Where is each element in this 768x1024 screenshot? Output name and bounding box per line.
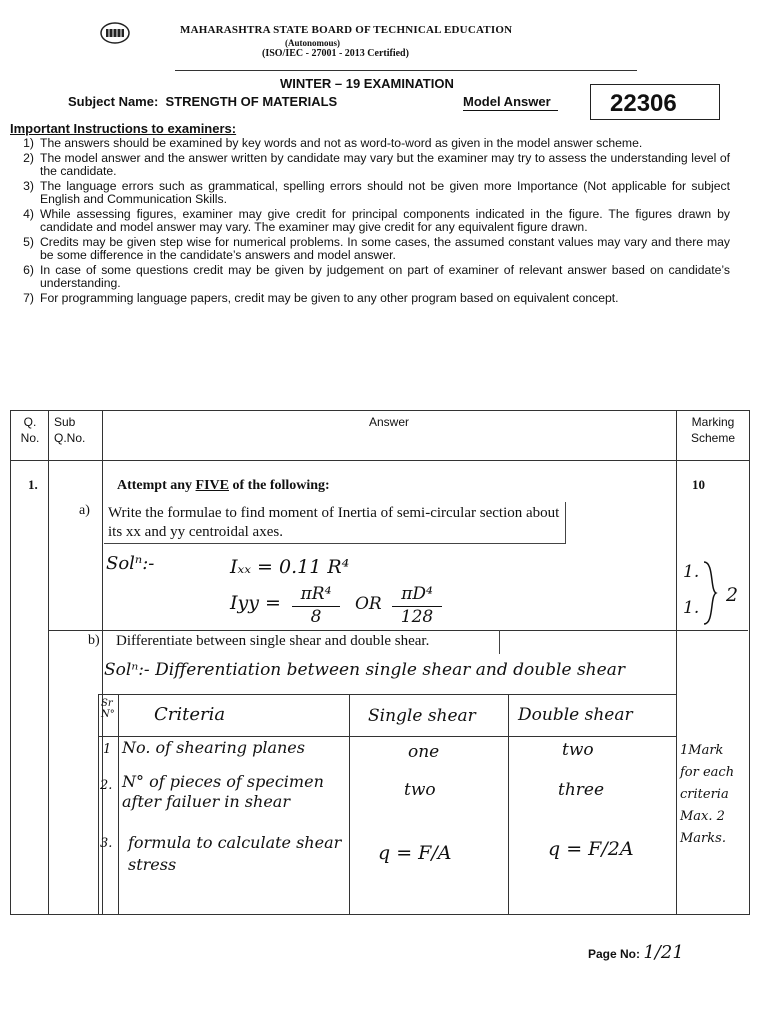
subject-line — [68, 94, 337, 109]
row-single: one — [408, 742, 440, 762]
instruction-text: The model answer and the answer written by candidate may vary but the examiner may try to assess the understanding level of the candidate. — [40, 151, 730, 178]
header-divider — [175, 70, 637, 71]
formula-ixx: Iₓₓ = 0.11 R⁴ — [230, 556, 350, 578]
table-col-divider — [48, 410, 49, 915]
solution-b-heading: Solⁿ:- Differentiation between single shear and double shear — [104, 660, 625, 680]
formula-or: OR — [355, 594, 382, 614]
inner-table-col-divider — [118, 694, 119, 914]
instruction-number: 2) — [23, 151, 34, 165]
row-sr: 3. — [100, 836, 113, 851]
question-b-text: Differentiate between single shear and double shear. — [116, 633, 430, 649]
mark-step-1: 1. — [683, 562, 700, 582]
row-double: three — [558, 780, 605, 800]
instruction-number: 1) — [23, 136, 34, 150]
header-answer: Answer — [368, 415, 409, 429]
row-single: two — [404, 780, 436, 800]
instruction-number: 6) — [23, 263, 34, 277]
inner-table-col-divider — [508, 694, 509, 914]
instruction-number: 3) — [23, 179, 34, 193]
iso-label: (ISO/IEC - 27001 - 2013 Certified) — [262, 48, 409, 59]
attempt-text: of the following: — [229, 478, 330, 493]
inner-header-sr: Sr N° — [101, 698, 115, 720]
subject-label: Subject Name: — [68, 94, 159, 109]
page-value: 1/21 — [643, 942, 684, 963]
table-col-divider — [749, 410, 750, 915]
sub-question-label: a) — [79, 503, 90, 518]
instruction-text: In case of some questions credit may be given by judgement on part of examiner of relevant answer based on candidate’s understanding. — [40, 263, 730, 290]
row-double: q = F/2A — [548, 838, 634, 860]
question-a-text: Write the formulae to find moment of Inertia of semi-circular section about its xx and yy centroidal axes. — [108, 505, 560, 540]
instruction-number: 5) — [23, 235, 34, 249]
page-label: Page No: — [588, 947, 641, 961]
exam-title: WINTER – 19 EXAMINATION — [280, 76, 454, 91]
row-double: two — [562, 740, 594, 760]
instruction-number: 4) — [23, 207, 34, 221]
model-answer-label: Model Answer — [463, 94, 551, 109]
table-header-divider — [10, 460, 750, 461]
inner-header-criteria: Criteria — [154, 704, 226, 725]
row-criteria: No. of shearing planes — [122, 738, 305, 757]
row-single: q = F/A — [378, 842, 452, 864]
instruction-item — [10, 152, 730, 178]
row-criteria: N° of pieces of specimen after failuer in shear — [122, 772, 324, 811]
formula-iyy-denominator: 8 — [310, 607, 322, 627]
subject-code: 22306 — [610, 90, 677, 117]
brace-icon — [700, 560, 720, 626]
model-answer-underline — [463, 110, 558, 111]
formula-iyy-numerator-alt: πD⁴ — [401, 584, 433, 604]
msbte-logo-icon — [100, 22, 130, 44]
header-q-no-line: No. — [20, 431, 40, 445]
inner-table-row-divider — [98, 736, 676, 737]
formula-iyy-denominator-alt: 128 — [400, 607, 434, 627]
header-marking-line: Marking — [691, 415, 735, 429]
instruction-item — [10, 292, 730, 305]
subject-name: STRENGTH OF MATERIALS — [165, 94, 338, 109]
row-criteria: formula to calculate shear stress — [128, 833, 342, 874]
header-marking-line: Scheme — [690, 431, 736, 445]
header-marking-scheme — [677, 414, 749, 446]
header-q-no-line: Q. — [23, 415, 37, 429]
sub-question-label: b) — [88, 633, 100, 648]
row-sr: 1 — [103, 742, 112, 757]
mark-total: 2 — [726, 584, 739, 606]
inner-header-single: Single shear — [368, 706, 476, 726]
inner-table-col-divider — [98, 694, 99, 914]
page-number — [588, 942, 684, 963]
instruction-item — [10, 137, 730, 150]
formula-iyy-lhs: Iyy = — [230, 592, 281, 614]
header-q-no — [12, 414, 48, 446]
table-bottom-border — [10, 914, 750, 915]
autonomous-label: (Autonomous) — [285, 38, 341, 48]
table-col-divider — [676, 410, 677, 915]
header-sub-line: Q.No. — [54, 431, 86, 445]
inner-table-top — [98, 694, 676, 695]
attempt-text: Attempt any — [117, 478, 196, 493]
formula-iyy-numerator: πR⁴ — [300, 584, 332, 604]
instructions-title: Important Instructions to examiners: — [10, 121, 237, 136]
instruction-text: While assessing figures, examiner may give credit for principal components indicated in the figure. The figures drawn by candidate and model answer may vary. The examiner may give credit for any equivalent figure drawn. — [40, 207, 730, 234]
header-sub-line: Sub — [54, 415, 76, 429]
instruction-item — [10, 236, 730, 262]
instruction-item — [10, 264, 730, 290]
instructions-list — [10, 137, 730, 307]
inner-table-col-divider — [349, 694, 350, 914]
row-sr: 2. — [100, 778, 113, 793]
solution-label: Solⁿ:- — [106, 553, 155, 574]
mark-step-2: 1. — [683, 598, 700, 618]
question-number: 1. — [28, 477, 38, 492]
header-sub-q-no — [50, 414, 104, 446]
question-marks: 10 — [692, 477, 705, 492]
attempt-instruction — [117, 478, 330, 494]
attempt-count: FIVE — [195, 478, 229, 493]
instruction-text: Credits may be given step wise for numerical problems. In some cases, the assumed constant values may vary and there may be some difference in the candidate’s answers and model answer. — [40, 235, 730, 262]
instruction-item — [10, 208, 730, 234]
instruction-text: The answers should be examined by key words and not as word-to-word as given in the model answer scheme. — [40, 136, 643, 150]
instruction-item — [10, 180, 730, 206]
marking-note-b: 1Mark for each criteria Max. 2 Marks. — [680, 743, 735, 846]
inner-header-double: Double shear — [518, 705, 633, 725]
instruction-text: The language errors such as grammatical, spelling errors should not be given more Importance (Not applicable for subject English and Communication Skills. — [40, 179, 730, 206]
instruction-number: 7) — [23, 291, 34, 305]
board-name: MAHARASHTRA STATE BOARD OF TECHNICAL EDUCATION — [180, 24, 513, 36]
instruction-text: For programming language papers, credit may be given to any other program based on equivalent concept. — [40, 291, 619, 305]
